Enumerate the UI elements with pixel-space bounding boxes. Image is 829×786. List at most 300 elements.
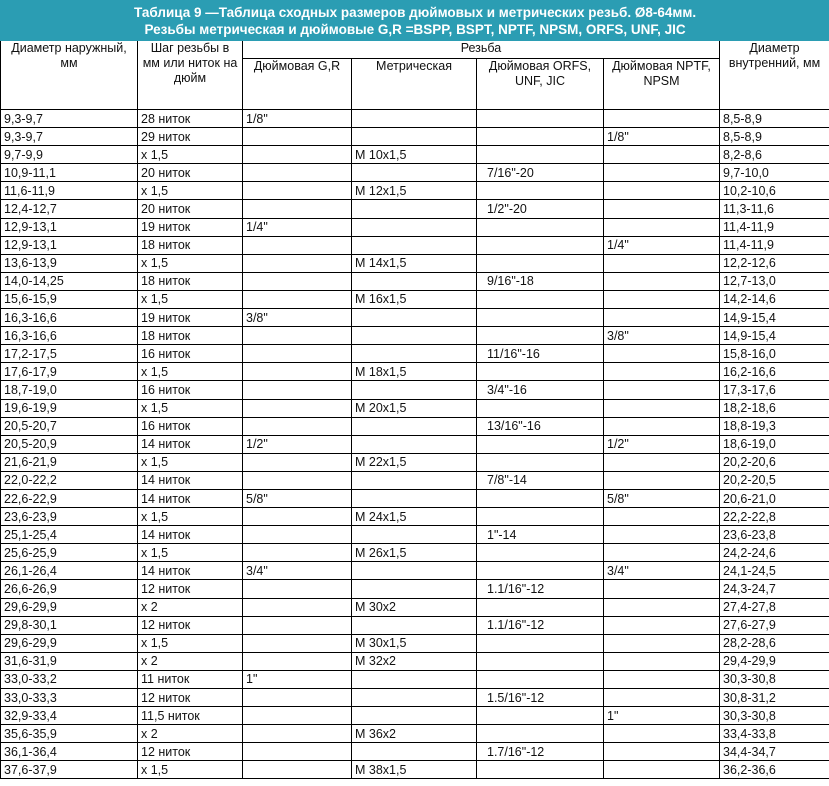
- inch-gr-cell: [243, 182, 352, 200]
- outer-diameter-cell: 33,0-33,3: [1, 689, 138, 707]
- metric-cell: [352, 435, 477, 453]
- pitch-cell: х 2: [138, 725, 243, 743]
- outer-diameter-cell: 25,1-25,4: [1, 526, 138, 544]
- inch-orfs-cell: [477, 290, 604, 308]
- outer-diameter-cell: 10,9-11,1: [1, 164, 138, 182]
- inner-diameter-cell: 10,2-10,6: [720, 182, 829, 200]
- table-row: [1, 761, 829, 779]
- table-row: [1, 164, 829, 182]
- inch-gr-cell: [243, 508, 352, 526]
- metric-cell: М 10х1,5: [352, 146, 477, 164]
- pitch-cell: х 2: [138, 652, 243, 670]
- pitch-cell: 11 ниток: [138, 670, 243, 688]
- inner-diameter-cell: 16,2-16,6: [720, 363, 829, 381]
- outer-diameter-cell: 31,6-31,9: [1, 652, 138, 670]
- table-row: [1, 526, 829, 544]
- nptf-cell: [604, 218, 720, 236]
- inch-gr-cell: [243, 399, 352, 417]
- nptf-cell: [604, 309, 720, 327]
- nptf-cell: [604, 526, 720, 544]
- table-row: [1, 670, 829, 688]
- pitch-cell: 12 ниток: [138, 616, 243, 634]
- nptf-cell: [604, 146, 720, 164]
- table-row: [1, 598, 829, 616]
- pitch-cell: х 1,5: [138, 254, 243, 272]
- inner-diameter-cell: 11,3-11,6: [720, 200, 829, 218]
- metric-cell: [352, 309, 477, 327]
- table-row: [1, 725, 829, 743]
- metric-cell: М 18х1,5: [352, 363, 477, 381]
- inch-orfs-cell: [477, 544, 604, 562]
- inner-diameter-cell: 30,8-31,2: [720, 689, 829, 707]
- inch-orfs-cell: [477, 652, 604, 670]
- pitch-cell: х 1,5: [138, 290, 243, 308]
- nptf-cell: 5/8": [604, 489, 720, 507]
- pitch-cell: 20 ниток: [138, 164, 243, 182]
- pitch-cell: 18 ниток: [138, 327, 243, 345]
- inch-gr-cell: 1/4": [243, 218, 352, 236]
- nptf-cell: [604, 363, 720, 381]
- nptf-cell: [604, 743, 720, 761]
- inch-gr-cell: 3/4": [243, 562, 352, 580]
- outer-diameter-cell: 26,1-26,4: [1, 562, 138, 580]
- inner-diameter-cell: 9,7-10,0: [720, 164, 829, 182]
- inner-diameter-cell: 12,7-13,0: [720, 272, 829, 290]
- table-row: [1, 453, 829, 471]
- header-outer-diameter: Диаметр наружный, мм: [1, 41, 138, 110]
- metric-cell: [352, 689, 477, 707]
- inch-gr-cell: [243, 363, 352, 381]
- table-row: [1, 562, 829, 580]
- inch-orfs-cell: 13/16"-16: [477, 417, 604, 435]
- outer-diameter-cell: 16,3-16,6: [1, 309, 138, 327]
- inch-orfs-cell: [477, 489, 604, 507]
- inch-orfs-cell: 11/16"-16: [477, 345, 604, 363]
- outer-diameter-cell: 20,5-20,9: [1, 435, 138, 453]
- pitch-cell: х 1,5: [138, 146, 243, 164]
- inch-orfs-cell: 1.5/16"-12: [477, 689, 604, 707]
- inch-gr-cell: [243, 453, 352, 471]
- outer-diameter-cell: 23,6-23,9: [1, 508, 138, 526]
- nptf-cell: [604, 580, 720, 598]
- metric-cell: [352, 707, 477, 725]
- nptf-cell: [604, 399, 720, 417]
- metric-cell: [352, 110, 477, 128]
- outer-diameter-cell: 22,0-22,2: [1, 471, 138, 489]
- inch-gr-cell: [243, 598, 352, 616]
- outer-diameter-cell: 32,9-33,4: [1, 707, 138, 725]
- outer-diameter-cell: 29,6-29,9: [1, 634, 138, 652]
- nptf-cell: [604, 182, 720, 200]
- table-body: [1, 110, 829, 779]
- metric-cell: М 20х1,5: [352, 399, 477, 417]
- nptf-cell: [604, 453, 720, 471]
- inch-gr-cell: [243, 200, 352, 218]
- inch-orfs-cell: 1/2"-20: [477, 200, 604, 218]
- inch-gr-cell: [243, 526, 352, 544]
- nptf-cell: 1/8": [604, 128, 720, 146]
- table-row: [1, 309, 829, 327]
- table-row: [1, 652, 829, 670]
- inch-orfs-cell: [477, 218, 604, 236]
- inner-diameter-cell: 27,4-27,8: [720, 598, 829, 616]
- inch-orfs-cell: 7/8"-14: [477, 471, 604, 489]
- inner-diameter-cell: 14,9-15,4: [720, 309, 829, 327]
- table-row: [1, 544, 829, 562]
- inner-diameter-cell: 11,4-11,9: [720, 218, 829, 236]
- metric-cell: [352, 562, 477, 580]
- inch-orfs-cell: [477, 435, 604, 453]
- table-row: [1, 489, 829, 507]
- inner-diameter-cell: 18,8-19,3: [720, 417, 829, 435]
- table-row: [1, 363, 829, 381]
- inch-orfs-cell: [477, 761, 604, 779]
- pitch-cell: 16 ниток: [138, 345, 243, 363]
- inner-diameter-cell: 30,3-30,8: [720, 670, 829, 688]
- table-row: [1, 399, 829, 417]
- inch-gr-cell: [243, 254, 352, 272]
- metric-cell: М 24х1,5: [352, 508, 477, 526]
- table-row: [1, 471, 829, 489]
- outer-diameter-cell: 18,7-19,0: [1, 381, 138, 399]
- nptf-cell: [604, 670, 720, 688]
- inch-orfs-cell: 3/4"-16: [477, 381, 604, 399]
- pitch-cell: 16 ниток: [138, 417, 243, 435]
- table-row: [1, 743, 829, 761]
- header-inner-diameter: Диаметр внутренний, мм: [720, 41, 829, 110]
- outer-diameter-cell: 25,6-25,9: [1, 544, 138, 562]
- header-pitch: Шаг резьбы в мм или ниток на дюйм: [138, 41, 243, 110]
- inch-orfs-cell: [477, 254, 604, 272]
- inch-gr-cell: [243, 146, 352, 164]
- nptf-cell: 1/2": [604, 435, 720, 453]
- outer-diameter-cell: 37,6-37,9: [1, 761, 138, 779]
- table-row: [1, 272, 829, 290]
- table-row: [1, 182, 829, 200]
- inner-diameter-cell: 12,2-12,6: [720, 254, 829, 272]
- metric-cell: М 38х1,5: [352, 761, 477, 779]
- table-row: [1, 707, 829, 725]
- outer-diameter-cell: 12,9-13,1: [1, 236, 138, 254]
- nptf-cell: 1/4": [604, 236, 720, 254]
- nptf-cell: [604, 761, 720, 779]
- nptf-cell: 3/8": [604, 327, 720, 345]
- inner-diameter-cell: 8,2-8,6: [720, 146, 829, 164]
- inch-orfs-cell: [477, 634, 604, 652]
- inch-gr-cell: [243, 689, 352, 707]
- metric-cell: М 30х2: [352, 598, 477, 616]
- pitch-cell: 14 ниток: [138, 489, 243, 507]
- inch-orfs-cell: [477, 309, 604, 327]
- outer-diameter-cell: 9,3-9,7: [1, 110, 138, 128]
- inner-diameter-cell: 20,6-21,0: [720, 489, 829, 507]
- nptf-cell: [604, 164, 720, 182]
- metric-cell: [352, 381, 477, 399]
- nptf-cell: [604, 725, 720, 743]
- metric-cell: [352, 218, 477, 236]
- inch-orfs-cell: 1"-14: [477, 526, 604, 544]
- inch-orfs-cell: [477, 236, 604, 254]
- metric-cell: [352, 743, 477, 761]
- inner-diameter-cell: 20,2-20,5: [720, 471, 829, 489]
- inner-diameter-cell: 17,3-17,6: [720, 381, 829, 399]
- nptf-cell: [604, 417, 720, 435]
- inner-diameter-cell: 11,4-11,9: [720, 236, 829, 254]
- inner-diameter-cell: 18,6-19,0: [720, 435, 829, 453]
- outer-diameter-cell: 19,6-19,9: [1, 399, 138, 417]
- inch-orfs-cell: 7/16"-20: [477, 164, 604, 182]
- header-metric: Метрическая: [352, 59, 477, 110]
- inner-diameter-cell: 18,2-18,6: [720, 399, 829, 417]
- pitch-cell: х 1,5: [138, 761, 243, 779]
- outer-diameter-cell: 17,6-17,9: [1, 363, 138, 381]
- inch-gr-cell: 3/8": [243, 309, 352, 327]
- pitch-cell: 18 ниток: [138, 236, 243, 254]
- inch-orfs-cell: [477, 598, 604, 616]
- table-row: [1, 110, 829, 128]
- metric-cell: [352, 272, 477, 290]
- inner-diameter-cell: 29,4-29,9: [720, 652, 829, 670]
- inch-gr-cell: [243, 707, 352, 725]
- inch-orfs-cell: 1.1/16"-12: [477, 616, 604, 634]
- table-row: [1, 128, 829, 146]
- outer-diameter-cell: 9,3-9,7: [1, 128, 138, 146]
- table-row: [1, 146, 829, 164]
- inch-orfs-cell: [477, 725, 604, 743]
- inch-gr-cell: [243, 471, 352, 489]
- inch-gr-cell: 1": [243, 670, 352, 688]
- pitch-cell: х 1,5: [138, 182, 243, 200]
- inch-gr-cell: [243, 345, 352, 363]
- outer-diameter-cell: 36,1-36,4: [1, 743, 138, 761]
- inch-gr-cell: 5/8": [243, 489, 352, 507]
- outer-diameter-cell: 11,6-11,9: [1, 182, 138, 200]
- inner-diameter-cell: 20,2-20,6: [720, 453, 829, 471]
- inner-diameter-cell: 15,8-16,0: [720, 345, 829, 363]
- inner-diameter-cell: 22,2-22,8: [720, 508, 829, 526]
- inch-gr-cell: [243, 725, 352, 743]
- metric-cell: [352, 471, 477, 489]
- outer-diameter-cell: 9,7-9,9: [1, 146, 138, 164]
- inch-orfs-cell: [477, 146, 604, 164]
- table-row: [1, 689, 829, 707]
- outer-diameter-cell: 13,6-13,9: [1, 254, 138, 272]
- pitch-cell: 20 ниток: [138, 200, 243, 218]
- header-inch-nptf-npsm: Дюймовая NPTF, NPSM: [604, 59, 720, 110]
- table-row: [1, 218, 829, 236]
- inner-diameter-cell: 27,6-27,9: [720, 616, 829, 634]
- nptf-cell: [604, 616, 720, 634]
- inch-gr-cell: [243, 417, 352, 435]
- inner-diameter-cell: 24,3-24,7: [720, 580, 829, 598]
- nptf-cell: [604, 290, 720, 308]
- nptf-cell: [604, 110, 720, 128]
- inch-orfs-cell: [477, 399, 604, 417]
- pitch-cell: х 1,5: [138, 399, 243, 417]
- metric-cell: М 26х1,5: [352, 544, 477, 562]
- pitch-cell: 19 ниток: [138, 309, 243, 327]
- nptf-cell: [604, 634, 720, 652]
- metric-cell: М 22х1,5: [352, 453, 477, 471]
- inch-orfs-cell: [477, 508, 604, 526]
- inner-diameter-cell: 8,5-8,9: [720, 110, 829, 128]
- metric-cell: [352, 616, 477, 634]
- inch-orfs-cell: [477, 182, 604, 200]
- metric-cell: [352, 345, 477, 363]
- table-row: [1, 200, 829, 218]
- inch-orfs-cell: [477, 562, 604, 580]
- pitch-cell: 14 ниток: [138, 526, 243, 544]
- metric-cell: [352, 526, 477, 544]
- inch-orfs-cell: [477, 110, 604, 128]
- inner-diameter-cell: 14,9-15,4: [720, 327, 829, 345]
- outer-diameter-cell: 29,8-30,1: [1, 616, 138, 634]
- header-inch-orfs-unf-jic: Дюймовая ORFS, UNF, JIC: [477, 59, 604, 110]
- inner-diameter-cell: 34,4-34,7: [720, 743, 829, 761]
- inch-gr-cell: [243, 272, 352, 290]
- table-row: [1, 254, 829, 272]
- nptf-cell: 1": [604, 707, 720, 725]
- pitch-cell: х 1,5: [138, 508, 243, 526]
- pitch-cell: 14 ниток: [138, 471, 243, 489]
- metric-cell: [352, 489, 477, 507]
- outer-diameter-cell: 21,6-21,9: [1, 453, 138, 471]
- pitch-cell: 14 ниток: [138, 435, 243, 453]
- pitch-cell: х 1,5: [138, 634, 243, 652]
- table-row: [1, 508, 829, 526]
- metric-cell: М 32х2: [352, 652, 477, 670]
- pitch-cell: х 1,5: [138, 363, 243, 381]
- inch-gr-cell: [243, 616, 352, 634]
- nptf-cell: [604, 381, 720, 399]
- header-thread-group: Резьба: [243, 41, 720, 59]
- metric-cell: [352, 580, 477, 598]
- inch-orfs-cell: 1.7/16"-12: [477, 743, 604, 761]
- nptf-cell: 3/4": [604, 562, 720, 580]
- nptf-cell: [604, 471, 720, 489]
- table-title-line-1: Таблица 9 —Таблица сходных размеров дюймовых и метрических резьб. Ø8-64мм.: [133, 4, 697, 20]
- inch-gr-cell: [243, 761, 352, 779]
- nptf-cell: [604, 689, 720, 707]
- pitch-cell: 19 ниток: [138, 218, 243, 236]
- header-inch-gr: Дюймовая G,R: [243, 59, 352, 110]
- inch-orfs-cell: [477, 128, 604, 146]
- inch-gr-cell: [243, 544, 352, 562]
- inch-gr-cell: 1/2": [243, 435, 352, 453]
- inch-gr-cell: [243, 652, 352, 670]
- outer-diameter-cell: 33,0-33,2: [1, 670, 138, 688]
- inner-diameter-cell: 14,2-14,6: [720, 290, 829, 308]
- inch-gr-cell: 1/8": [243, 110, 352, 128]
- table-row: [1, 580, 829, 598]
- table-row: [1, 634, 829, 652]
- metric-cell: М 14х1,5: [352, 254, 477, 272]
- metric-cell: [352, 670, 477, 688]
- table-row: [1, 417, 829, 435]
- inch-orfs-cell: 1.1/16"-12: [477, 580, 604, 598]
- inner-diameter-cell: 33,4-33,8: [720, 725, 829, 743]
- outer-diameter-cell: 22,6-22,9: [1, 489, 138, 507]
- outer-diameter-cell: 26,6-26,9: [1, 580, 138, 598]
- inch-gr-cell: [243, 236, 352, 254]
- table-row: [1, 616, 829, 634]
- table-row: [1, 435, 829, 453]
- pitch-cell: 12 ниток: [138, 743, 243, 761]
- metric-cell: [352, 128, 477, 146]
- metric-cell: [352, 417, 477, 435]
- nptf-cell: [604, 272, 720, 290]
- outer-diameter-cell: 17,2-17,5: [1, 345, 138, 363]
- metric-cell: [352, 164, 477, 182]
- table-title: [1, 1, 829, 41]
- inch-orfs-cell: 9/16"-18: [477, 272, 604, 290]
- metric-cell: М 36х2: [352, 725, 477, 743]
- inch-gr-cell: [243, 381, 352, 399]
- table-row: [1, 345, 829, 363]
- table-row: [1, 236, 829, 254]
- pitch-cell: 29 ниток: [138, 128, 243, 146]
- metric-cell: [352, 327, 477, 345]
- inner-diameter-cell: 24,1-24,5: [720, 562, 829, 580]
- inch-gr-cell: [243, 128, 352, 146]
- table-row: [1, 290, 829, 308]
- metric-cell: М 12х1,5: [352, 182, 477, 200]
- outer-diameter-cell: 20,5-20,7: [1, 417, 138, 435]
- inner-diameter-cell: 23,6-23,8: [720, 526, 829, 544]
- outer-diameter-cell: 35,6-35,9: [1, 725, 138, 743]
- metric-cell: М 30х1,5: [352, 634, 477, 652]
- inch-orfs-cell: [477, 707, 604, 725]
- inner-diameter-cell: 36,2-36,6: [720, 761, 829, 779]
- outer-diameter-cell: 14,0-14,25: [1, 272, 138, 290]
- inch-gr-cell: [243, 580, 352, 598]
- pitch-cell: 18 ниток: [138, 272, 243, 290]
- inner-diameter-cell: 24,2-24,6: [720, 544, 829, 562]
- inch-orfs-cell: [477, 327, 604, 345]
- outer-diameter-cell: 12,9-13,1: [1, 218, 138, 236]
- nptf-cell: [604, 345, 720, 363]
- metric-cell: [352, 236, 477, 254]
- outer-diameter-cell: 29,6-29,9: [1, 598, 138, 616]
- nptf-cell: [604, 508, 720, 526]
- pitch-cell: х 2: [138, 598, 243, 616]
- nptf-cell: [604, 544, 720, 562]
- pitch-cell: 16 ниток: [138, 381, 243, 399]
- nptf-cell: [604, 652, 720, 670]
- pitch-cell: 11,5 ниток: [138, 707, 243, 725]
- table-row: [1, 381, 829, 399]
- pitch-cell: 14 ниток: [138, 562, 243, 580]
- inch-orfs-cell: [477, 363, 604, 381]
- inch-orfs-cell: [477, 670, 604, 688]
- pitch-cell: х 1,5: [138, 453, 243, 471]
- outer-diameter-cell: 12,4-12,7: [1, 200, 138, 218]
- pitch-cell: 28 ниток: [138, 110, 243, 128]
- inch-orfs-cell: [477, 453, 604, 471]
- nptf-cell: [604, 254, 720, 272]
- inch-gr-cell: [243, 634, 352, 652]
- inch-gr-cell: [243, 743, 352, 761]
- outer-diameter-cell: 16,3-16,6: [1, 327, 138, 345]
- pitch-cell: 12 ниток: [138, 580, 243, 598]
- inner-diameter-cell: 8,5-8,9: [720, 128, 829, 146]
- metric-cell: М 16х1,5: [352, 290, 477, 308]
- inch-gr-cell: [243, 290, 352, 308]
- metric-cell: [352, 200, 477, 218]
- nptf-cell: [604, 598, 720, 616]
- inner-diameter-cell: 30,3-30,8: [720, 707, 829, 725]
- table-title-line-2: Резьбы метрическая и дюймовые G,R =BSPP, BSPT, NPTF, NPSM, ORFS, UNF, JIC: [144, 21, 686, 37]
